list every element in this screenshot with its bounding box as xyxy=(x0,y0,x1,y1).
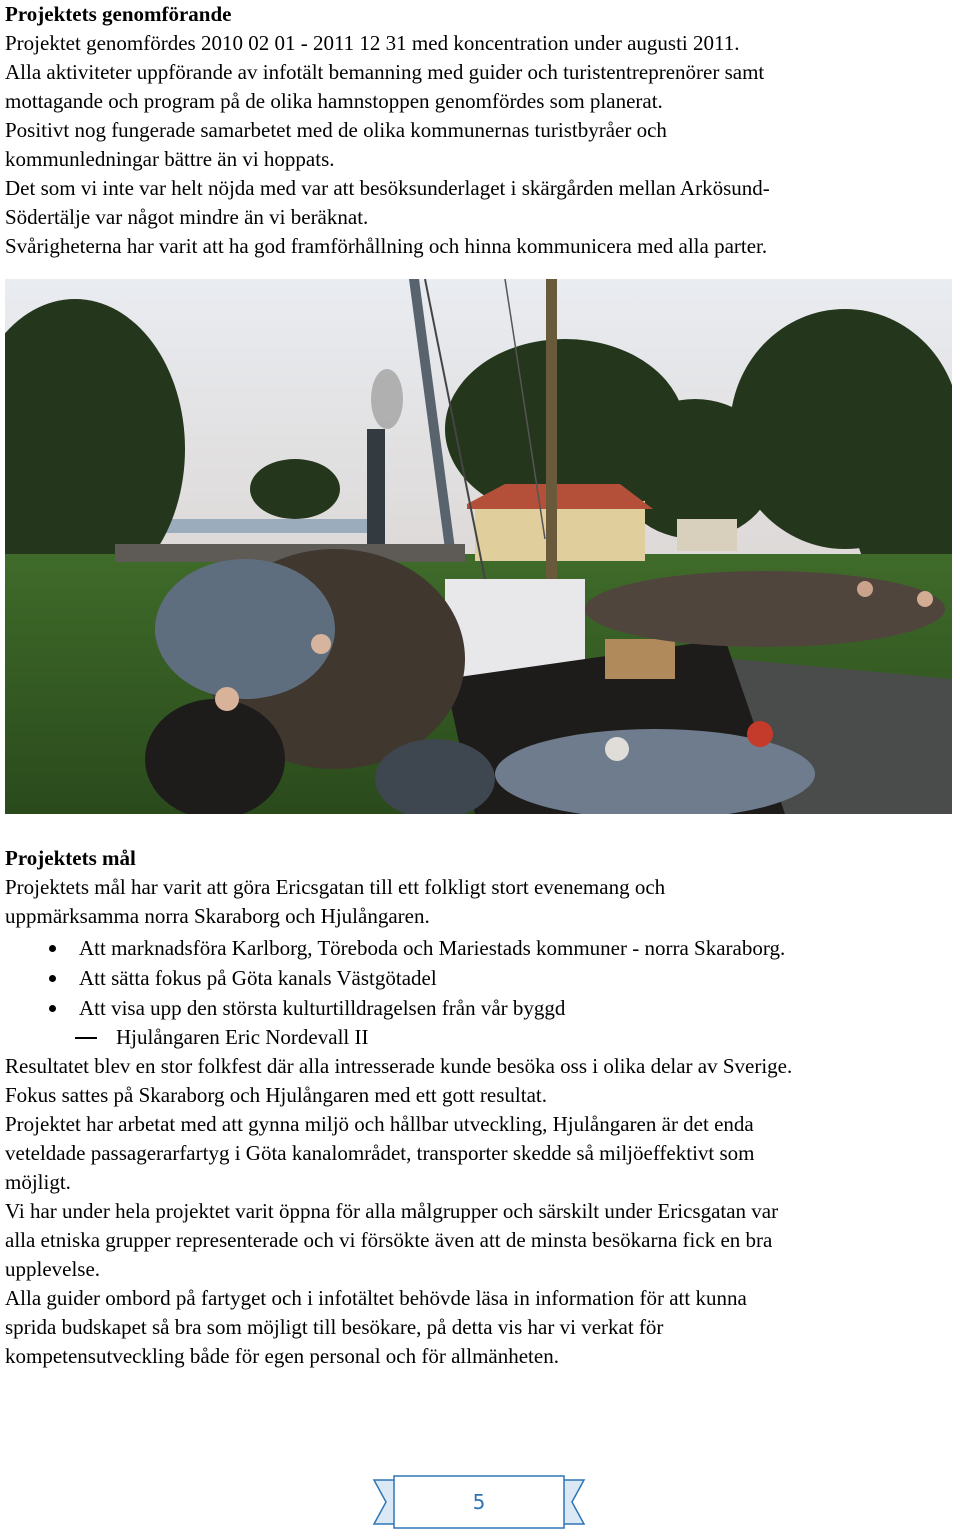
list-item-text: Att visa upp den största kulturtilldragelsen från vår byggd xyxy=(79,996,566,1020)
bullet-icon xyxy=(49,1005,56,1012)
paragraph-line: upplevelse. xyxy=(5,1257,101,1281)
section-heading-mal: Projektets mål xyxy=(5,846,136,870)
section-heading-genomforande: Projektets genomförande xyxy=(5,2,232,26)
list-item xyxy=(49,933,950,963)
paragraph-line: Södertälje var något mindre än vi beräknat. xyxy=(5,205,369,229)
page-number-ribbon xyxy=(372,1474,586,1530)
list-item xyxy=(49,993,950,1023)
paragraph-line: mottagande och program på de olika hamnstoppen genomfördes som planerat. xyxy=(5,89,663,113)
paragraph-line: Svårigheterna har varit att ha god framförhållning och hinna kommunicera med alla parter. xyxy=(5,234,768,258)
bullet-icon xyxy=(49,975,56,982)
paragraph-line: uppmärksamma norra Skaraborg och Hjulångaren. xyxy=(5,904,430,928)
paragraph-line: möjligt. xyxy=(5,1170,71,1194)
sub-list-item xyxy=(5,1023,950,1052)
list-item xyxy=(49,963,950,993)
paragraph-line: kommunledningar bättre än vi hoppats. xyxy=(5,147,335,171)
list-item-text: Att sätta fokus på Göta kanals Västgötadel xyxy=(79,966,437,990)
dash-icon xyxy=(75,1037,97,1039)
paragraph-line: alla etniska grupper representerade och vi försökte även att de minsta besökarna fick en bra xyxy=(5,1228,773,1252)
bullet-icon xyxy=(49,945,56,952)
paragraph-line: Resultatet blev en stor folkfest där alla intresserade kunde besöka oss i olika delar av Sverige. xyxy=(5,1054,793,1078)
document-page xyxy=(5,0,950,1371)
paragraph-line: Projektets mål har varit att göra Ericsgatan till ett folkligt stort evenemang och xyxy=(5,875,666,899)
page-number: 5 xyxy=(472,1490,486,1514)
paragraph-line: Projektet har arbetat med att gynna miljö och hållbar utveckling, Hjulångaren är det enda xyxy=(5,1112,754,1136)
sub-list-item-text: Hjulångaren Eric Nordevall II xyxy=(116,1025,369,1049)
ship-canal-crowd-photo xyxy=(5,279,952,814)
goal-list xyxy=(5,933,950,1023)
list-item-text: Att marknadsföra Karlborg, Töreboda och Mariestads kommuner - norra Skaraborg. xyxy=(79,936,786,960)
paragraph-line: Fokus sattes på Skaraborg och Hjulångaren med ett gott resultat. xyxy=(5,1083,547,1107)
paragraph-line: kompetensutveckling både för egen personal och för allmänheten. xyxy=(5,1344,559,1368)
paragraph-line: Projektet genomfördes 2010 02 01 - 2011 12 31 med koncentration under augusti 2011. xyxy=(5,31,740,55)
paragraph-line: Alla aktiviteter uppförande av infotält bemanning med guider och turistentreprenörer samt xyxy=(5,60,765,84)
paragraph-line: Positivt nog fungerade samarbetet med de olika kommunernas turistbyråer och xyxy=(5,118,667,142)
paragraph-line: Det som vi inte var helt nöjda med var att besöksunderlaget i skärgården mellan Arkösund- xyxy=(5,176,770,200)
paragraph-line: veteldade passagerarfartyg i Göta kanalområdet, transporter skedde så miljöeffektivt som xyxy=(5,1141,755,1165)
paragraph-line: sprida budskapet så bra som möjligt till besökare, på detta vis har vi verkat för xyxy=(5,1315,664,1339)
paragraph-line: Alla guider ombord på fartyget och i infotältet behövde läsa in information för att kunna xyxy=(5,1286,747,1310)
paragraph-line: Vi har under hela projektet varit öppna för alla målgrupper och särskilt under Ericsgatan var xyxy=(5,1199,779,1223)
